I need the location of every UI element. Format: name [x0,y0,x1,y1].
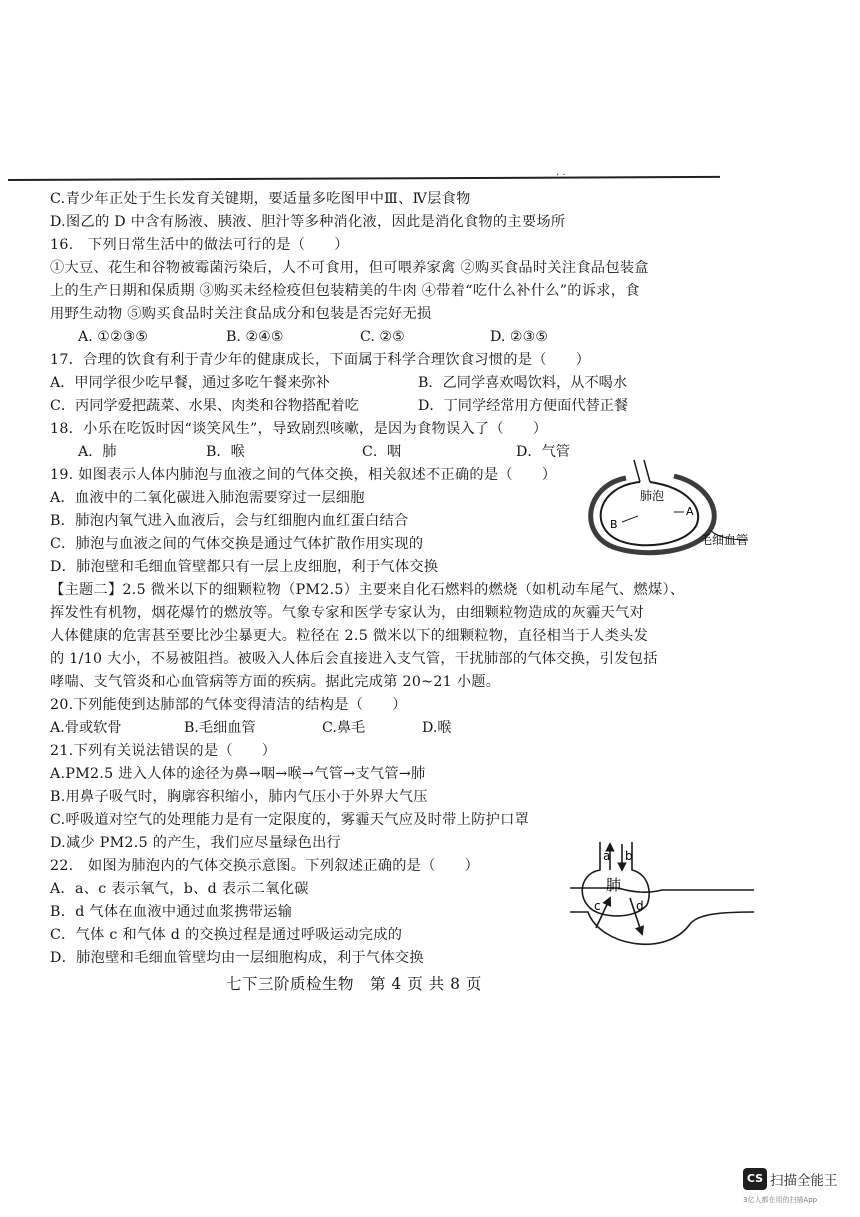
scan-speck: · · [556,170,566,181]
q20-stem: 20.下列能使到达肺部的气体变得清洁的结构是（ ） [50,697,407,713]
alveolus-capillary-figure [578,456,778,560]
q18-option-b: B．喉 [206,444,245,460]
q21-option-a: A.PM2.5 进入人体的途径为鼻→咽→喉→气管→支气管→肺 [50,766,426,782]
q19-option-a: A．血液中的二氧化碳进入肺泡需要穿过一层细胞 [50,490,365,506]
q15-option-d: D.图乙的 D 中含有肠液、胰液、胆汁等多种消化液，因此是消化食物的主要场所 [50,214,566,230]
q21-option-c: C.呼吸道对空气的处理能力是有一定限度的，雾霾天气应及时带上防护口罩 [50,812,530,828]
label-b-pointer [622,516,638,522]
fig-label-a: a [603,849,611,863]
q16-stem: 16. 下列日常生活中的做法可行的是（ ） [50,237,349,253]
q16-line-1: ①大豆、花生和谷物被霉菌污染后，人不可食用，但可喂养家禽 ②购买食品时关注食品包装盒 [50,260,649,276]
q15-option-c: C.青少年正处于生长发育关键期，要适量多吃图甲中Ⅲ、Ⅳ层食物 [50,191,471,207]
theme2-line-4: 的 1/10 大小，不易被阻挡。被吸入人体后会直接进入支气管，干扰肺部的气体交换，引发包括 [50,651,658,667]
fig-label-b: b [625,849,633,863]
q16-option-a: A. ①②③⑤ [78,329,149,345]
alveolus-label: 肺泡 [640,489,665,503]
q20-option-a: A.骨或软骨 [50,720,122,736]
q18-option-a: A．肺 [78,444,117,460]
header-rule [8,176,720,181]
q19-stem: 19. 如图表示人体内肺泡与血液之间的气体交换，相关叙述不正确的是（ ） [50,467,557,483]
q21-option-d: D.减少 PM2.5 的产生，我们应尽量绿色出行 [50,835,342,851]
q22-option-d: D．肺泡壁和毛细血管壁均由一层细胞构成，利于气体交换 [50,950,424,966]
camscanner-logo-icon: CS [743,1168,767,1190]
q17-stem: 17．合理的饮食有利于青少年的健康成长，下面属于科学合理饮食习惯的是（ ） [50,352,591,368]
q16-line-2: 上的生产日期和保质期 ③购买未经检疫但包装精美的牛肉 ④带着“吃什么补什么”的诉求，食 [50,283,640,299]
q20-option-b: B.毛细血管 [184,720,256,736]
theme2-line-5: 哮喘、支气管炎和心血管病等方面的疾病。据此完成第 20~21 小题。 [50,674,501,690]
q22-option-a: A．a、c 表示氧气，b、d 表示二氧化碳 [50,881,309,897]
watermark-tagline: 3亿人都在用的扫描App [743,1196,818,1204]
capillary-top-wall [570,888,754,892]
page-footer: 七下三阶质检生物 第 4 页 共 8 页 [226,975,482,993]
capillary-label: 毛细血管 [700,533,749,547]
label-a: A [686,505,694,518]
scanner-watermark [743,1168,851,1210]
capillary-vessel [591,476,715,553]
bronchiole-line-left [634,460,640,482]
fig-label-d: d [636,899,644,913]
q19-option-c: C．肺泡与血液之间的气体交换是通过气体扩散作用实现的 [50,536,424,552]
watermark-app-name: 扫描全能王 [770,1173,838,1189]
q22-stem: 22. 如图为肺泡内的气体交换示意图。下列叙述正确的是（ ） [50,858,480,874]
q22-option-b: B．d 气体在血液中通过血浆携带运输 [50,904,293,920]
label-b: B [610,518,618,531]
q18-stem: 18．小乐在吃饭时因“谈笑风生”，导致剧烈咳嗽，是因为食物误入了（ ） [50,421,548,437]
theme2-line-2: 挥发性有机物，烟花爆竹的燃放等。气象专家和医学专家认为，由细颗粒物造成的灰霾天气对 [50,605,644,621]
q21-stem: 21.下列有关说法错误的是（ ） [50,743,277,759]
q20-option-d: D.喉 [422,720,452,736]
lung-gas-exchange-figure [570,836,754,962]
q19-option-d: D．肺泡壁和毛细血管壁都只有一层上皮细胞，利于气体交换 [50,559,439,575]
q20-option-c: C.鼻毛 [322,720,366,736]
q16-line-3: 用野生动物 ⑤购买食品时关注食品成分和包装是否完好无损 [50,306,432,322]
bronchiole-line-right [644,460,650,482]
theme2-line-3: 人体健康的危害甚至要比沙尘暴更大。粒径在 2.5 微米以下的细颗粒物，直径相当于人类头发 [50,628,649,644]
q17-option-b: B．乙同学喜欢喝饮料，从不喝水 [418,375,628,391]
q17-option-d: D．丁同学经常用方便面代替正餐 [418,398,629,414]
q17-option-c: C．丙同学爱把蔬菜、水果、肉类和谷物搭配着吃 [50,398,359,414]
q16-option-b: B. ②④⑤ [226,329,284,345]
q16-option-c: C. ②⑤ [360,329,405,345]
capillary-bottom-wall [570,912,754,944]
q22-option-c: C．气体 c 和气体 d 的交换过程是通过呼吸运动完成的 [50,927,403,943]
fig-label-lung: 肺 [606,876,622,894]
q18-option-c: C．咽 [362,444,402,460]
fig-label-c: c [594,899,601,913]
q19-option-b: B．肺泡内氧气进入血液后，会与红细胞内血红蛋白结合 [50,513,409,529]
airway-right-wall [632,842,649,906]
q21-option-b: B.用鼻子吸气时，胸廓容积缩小，肺内气压小于外界大气压 [50,789,428,805]
theme2-line-1: 【主题二】2.5 微米以下的细颗粒物（PM2.5）主要来自化石燃料的燃烧（如机动车尾气、燃煤）、 [50,582,685,598]
q16-option-d: D. ②③⑤ [490,329,549,345]
q18-option-d: D．气管 [516,444,570,460]
q17-option-a: A．甲同学很少吃早餐，通过多吃午餐来弥补 [50,375,330,391]
